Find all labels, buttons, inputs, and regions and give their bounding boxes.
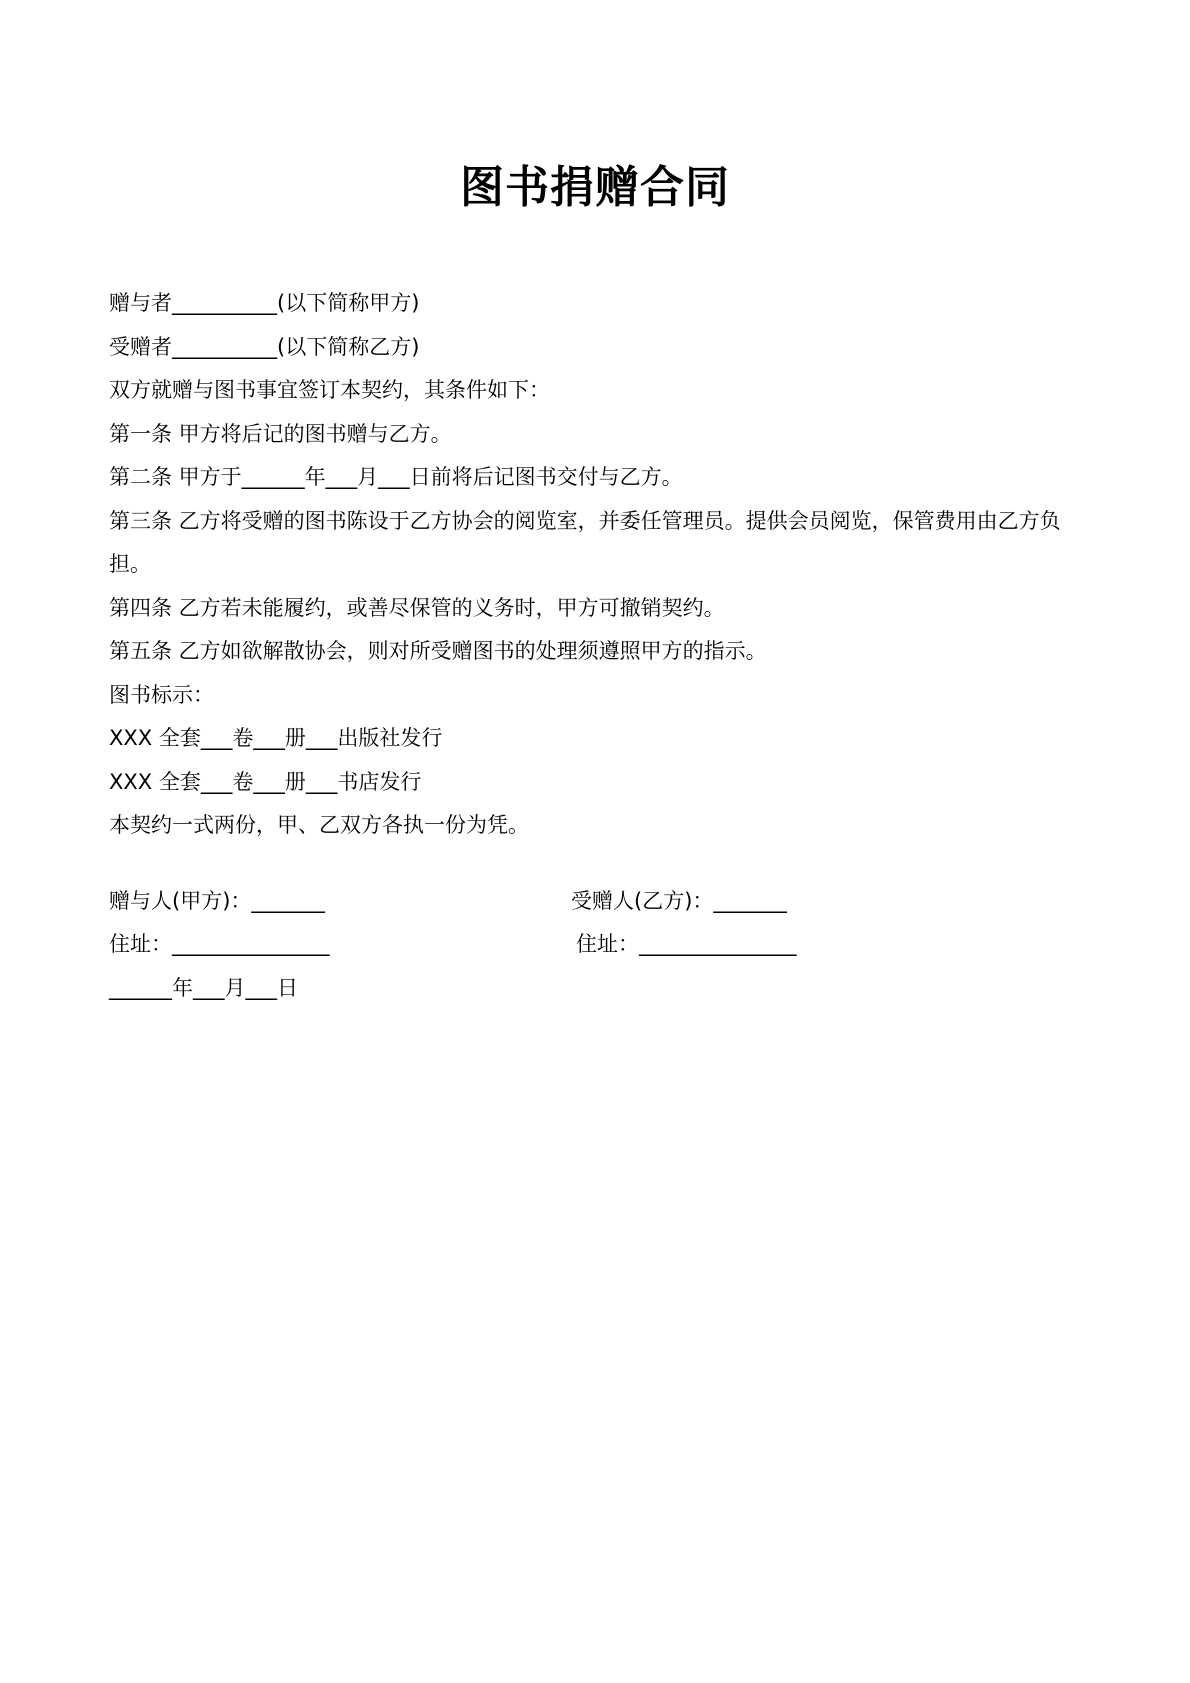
book-item-publisher: XXX 全套___卷___册___出版社发行: [109, 726, 443, 750]
book-item-bookstore: XXX 全套___卷___册___书店发行: [109, 769, 422, 794]
donee-signature: 受赠人(乙方)：_______: [571, 888, 787, 913]
signing-date: ______年___月___日: [109, 975, 298, 1000]
donee-line: 受赠者__________(以下简称乙方): [109, 334, 420, 359]
article-4: 第四条 乙方若未能履约，或善尽保管的义务时，甲方可撤销契约。: [109, 595, 725, 620]
section-spacer: [109, 848, 1089, 880]
agreement-intro: 双方就赠与图书事宜签订本契约，其条件如下：: [109, 378, 550, 402]
book-list-heading: 图书标示：: [109, 682, 214, 707]
article-1: 第一条 甲方将后记的图书赠与乙方。: [109, 421, 452, 446]
donee-address: 住址：_______________: [576, 932, 797, 956]
donor-line: 赠与者__________(以下简称甲方): [109, 291, 420, 315]
date-row: [109, 967, 1089, 1011]
document-title: 图书捐赠合同: [460, 162, 730, 213]
donor-signature: 赠与人(甲方)：_______: [109, 888, 325, 913]
signature-row: [109, 880, 1089, 924]
article-2: 第二条 甲方于______年___月___日前将后记图书交付与乙方。: [109, 465, 683, 489]
article-5: 第五条 乙方如欲解散协会，则对所受赠图书的处理须遵照甲方的指示。: [109, 639, 767, 663]
article-3: 第三条 乙方将受赠的图书陈设于乙方协会的阅览室，并委任管理员。提供会员阅览，保管费用由乙方负担。: [109, 508, 1061, 576]
address-row: [109, 923, 1089, 967]
contract-body: [109, 282, 1089, 1010]
donor-address: 住址：_______________: [109, 932, 330, 956]
copies-statement: 本契约一式两份，甲、乙双方各执一份为凭。: [109, 813, 529, 837]
